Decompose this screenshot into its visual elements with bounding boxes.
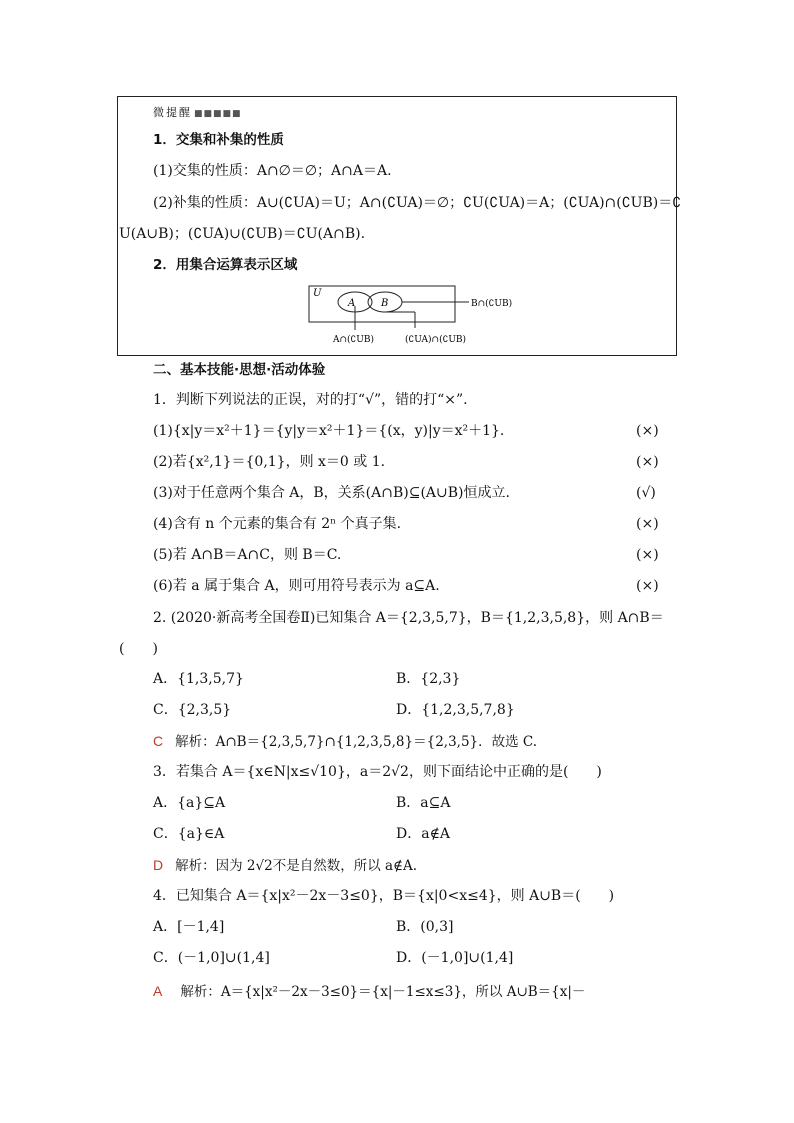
q2-option-a: A．{1,3,5,7}: [153, 671, 244, 687]
q1-item-5: (5)若 A∩B＝A∩C，则 B＝C.: [153, 547, 342, 563]
q1-item-1: (1){x|y＝x²＋1}＝{y|y＝x²＋1}＝{(x，y)|y＝x²＋1}.: [153, 423, 505, 439]
venn-universe-label: U: [313, 288, 322, 299]
q4-answer: A: [153, 983, 163, 999]
q3-analysis: 解析：因为 2√2不是自然数，所以 a∉A.: [175, 858, 418, 874]
q3-answer: D: [153, 857, 164, 873]
q3-option-b: B．a⊆A: [396, 795, 451, 811]
venn-label-bottom-left: A∩(∁UB): [333, 335, 374, 345]
q4-analysis: 解析：A＝{x|x²－2x－3≤0}＝{x|－1≤x≤3}，所以 A∪B＝{x|－: [180, 984, 586, 1000]
q4-analysis-row: [153, 982, 585, 1001]
q1-mark-1: (×): [636, 423, 659, 439]
hint-title-text: 微提醒: [153, 106, 192, 119]
q2-option-d: D．{1,2,3,5,7,8}: [396, 702, 515, 718]
hint-title: [153, 104, 242, 123]
q2-analysis-row: [153, 732, 537, 751]
q1-item-3: (3)对于任意两个集合 A，B，关系(A∩B)⊆(A∪B)恒成立.: [153, 485, 510, 501]
q2-stem-line1: 2. (2020·新高考全国卷Ⅱ)已知集合 A＝{2,3,5,7}，B＝{1,2,3,5,8}，则 A∩B＝: [153, 610, 664, 626]
hint-item1-heading: 1．交集和补集的性质: [153, 132, 284, 148]
q2-option-b: B．{2,3}: [396, 671, 461, 687]
hint-item1-line3: U(A∪B)；(∁UA)∪(∁UB)＝∁U(A∩B).: [119, 226, 366, 242]
q2-analysis: 解析：A∩B＝{2,3,5,7}∩{1,2,3,5,8}＝{2,3,5}．故选 C.: [175, 734, 538, 750]
venn-label-right: B∩(∁UB): [471, 299, 513, 309]
q1-mark-6: (×): [636, 578, 659, 594]
q1-item-6: (6)若 a 属于集合 A，则可用符号表示为 a⊆A.: [153, 578, 440, 594]
venn-set-a-label: A: [348, 298, 356, 309]
q1-mark-5: (×): [636, 547, 659, 563]
q4-option-a: A．[－1,4]: [153, 919, 225, 935]
venn-set-b-label: B: [381, 298, 389, 309]
q2-stem-line2: ( ): [119, 641, 158, 657]
hint-item1-line1: (1)交集的性质：A∩∅＝∅；A∩A＝A.: [153, 163, 392, 179]
hint-item1-line2: (2)补集的性质：A∪(∁UA)＝U；A∩(∁UA)＝∅；∁U(∁UA)＝A；(∁UA)∩(∁UB)＝∁: [153, 195, 682, 211]
venn-label-bottom-right: (∁UA)∩(∁UB): [405, 335, 467, 345]
q1-item-2: (2)若{x²,1}＝{0,1}，则 x＝0 或 1.: [153, 454, 386, 470]
q3-option-a: A．{a}⊆A: [153, 795, 226, 811]
q3-option-d: D．a∉A: [396, 826, 451, 842]
q1-mark-3: (√): [636, 485, 656, 501]
q2-option-c: C．{2,3,5}: [153, 702, 232, 718]
q1-mark-2: (×): [636, 454, 659, 470]
q3-analysis-row: [153, 856, 417, 875]
hint-item2-heading: 2．用集合运算表示区域: [153, 257, 298, 273]
q4-stem: 4．已知集合 A＝{x|x²－2x－3≤0}，B＝{x|0<x≤4}，则 A∪B＝( ): [153, 888, 615, 904]
q1-mark-4: (×): [636, 516, 659, 532]
q4-option-c: C．(－1,0]∪(1,4]: [153, 950, 270, 966]
q1-item-4: (4)含有 n 个元素的集合有 2ⁿ 个真子集.: [153, 516, 402, 532]
hint-dots: ■■■■■: [194, 109, 242, 119]
q4-option-b: B．(0,3]: [396, 919, 454, 935]
section-heading: 二、基本技能·思想·活动体验: [153, 362, 326, 378]
q4-option-d: D．(－1,0]∪(1,4]: [396, 950, 514, 966]
q1-stem: 1．判断下列说法的正误，对的打“√”，错的打“×”.: [153, 392, 468, 408]
q3-option-c: C．{a}∈A: [153, 826, 225, 842]
venn-diagram: [305, 284, 525, 348]
q3-stem: 3．若集合 A＝{x∈N|x≤√10}，a＝2√2，则下面结论中正确的是( ): [153, 764, 602, 780]
q2-answer: C: [153, 733, 164, 749]
